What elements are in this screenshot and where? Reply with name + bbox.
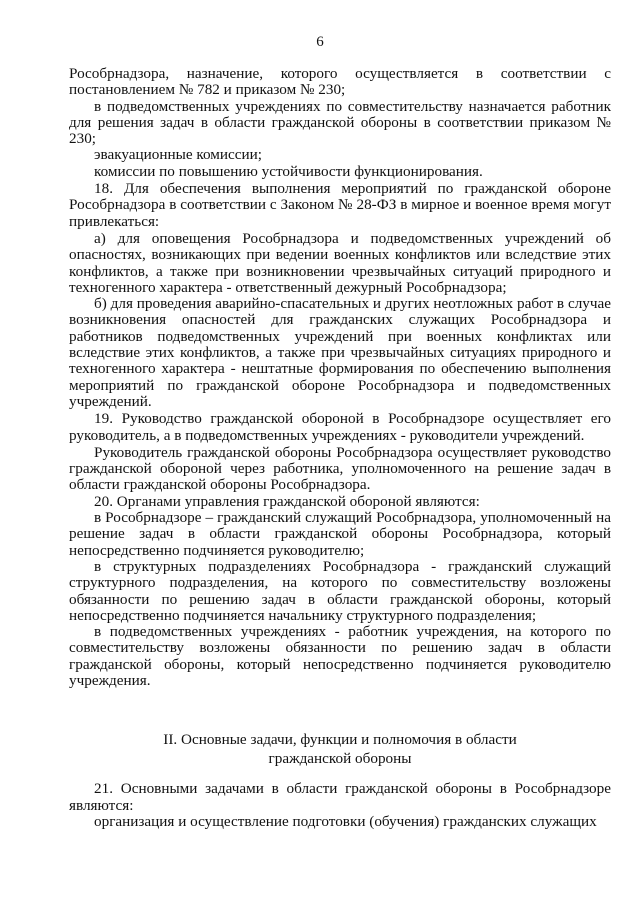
paragraph-civil-defense-head: Руководитель гражданской обороны Рособрнадзора осуществляет руководство гражданской обороной через работника, уполномоченного на решение задач в области гражданской обороны Рособрнадзора. — [69, 443, 611, 494]
paragraph-item-18b: б) для проведения аварийно-спасательных и других неотложных работ в случае возникновения опасностей для гражданских служащих Рособрнадзора и работников подведомственных учреждений при военных конфликтах или вследствие этих конфликтов, а также при чрезвычайных ситуациях природного и техногенного характера - нештатные формирования по обеспечению выполнения мероприятий по гражданской обороне Рособрнадзора и подведомственных учреждений. — [69, 295, 611, 410]
paragraph-evacuation-commissions: эвакуационные комиссии; — [94, 146, 262, 164]
document-body — [69, 66, 611, 689]
section-heading-line-2: гражданской обороны — [268, 750, 412, 767]
paragraph-continuation: Рособрнадзора, назначение, которого осуществляется в соответствии с постановлением № 782 и приказом № 230; — [69, 65, 611, 99]
paragraph-stability-commissions: комиссии по повышению устойчивости функционирования. — [94, 162, 483, 180]
paragraph-item-18a: а) для оповещения Рособрнадзора и подведомственных учреждений об опасностях, возникающих при ведении военных конфликтов или вследствие этих конфликтов, а также при возникновении чрезвычайных ситуаций природного и техногенного характера - ответственный дежурный Рособрнадзора; — [69, 229, 611, 296]
paragraph-item-19: 19. Руководство гражданской обороной в Рособрнадзоре осуществляет его руководитель, а в подведомственных учреждениях - руководители учреждений. — [69, 410, 611, 444]
paragraph-item-20: 20. Органами управления гражданской обороной являются: — [94, 492, 480, 510]
section-heading-line-1: II. Основные задачи, функции и полномочия в области — [163, 731, 517, 748]
paragraph-item-21: 21. Основными задачами в области гражданской обороны в Рособрнадзоре являются: — [69, 780, 611, 814]
page-number: 6 — [316, 34, 324, 50]
paragraph-institutions-body: в подведомственных учреждениях - работник учреждения, на которого по совместительству возложены обязанности по решению задач в области гражданской обороны, который непосредственно подчиняется руководителю учреждения. — [69, 623, 611, 689]
paragraph-item-18: 18. Для обеспечения выполнения мероприятий по гражданской обороне Рособрнадзора в соответствии с Законом № 28-ФЗ в мирное и военное время могут привлекаться: — [69, 180, 611, 230]
paragraph-training-organization: организация и осуществление подготовки (обучения) гражданских служащих — [94, 813, 597, 831]
paragraph-structural-units-body: в структурных подразделениях Рособрнадзора - гражданский служащий структурного подразделения, на которого по совместительству возложены обязанности по решению задач в области гражданской обороны, который непосредственно подчиняется начальнику структурного подразделения; — [69, 557, 611, 624]
paragraph-rosobrnadzor-body: в Рособрнадзоре – гражданский служащий Рособрнадзора, уполномоченный на решение задач в области гражданской обороны Рособрнадзора, который непосредственно подчиняется руководителю; — [69, 509, 611, 559]
section-heading — [130, 730, 550, 768]
section-body — [69, 781, 611, 831]
paragraph-subordinate-institutions: в подведомственных учреждениях по совместительству назначается работник для решения задач в области гражданской обороны в соответствии приказом № 230; — [69, 97, 611, 148]
